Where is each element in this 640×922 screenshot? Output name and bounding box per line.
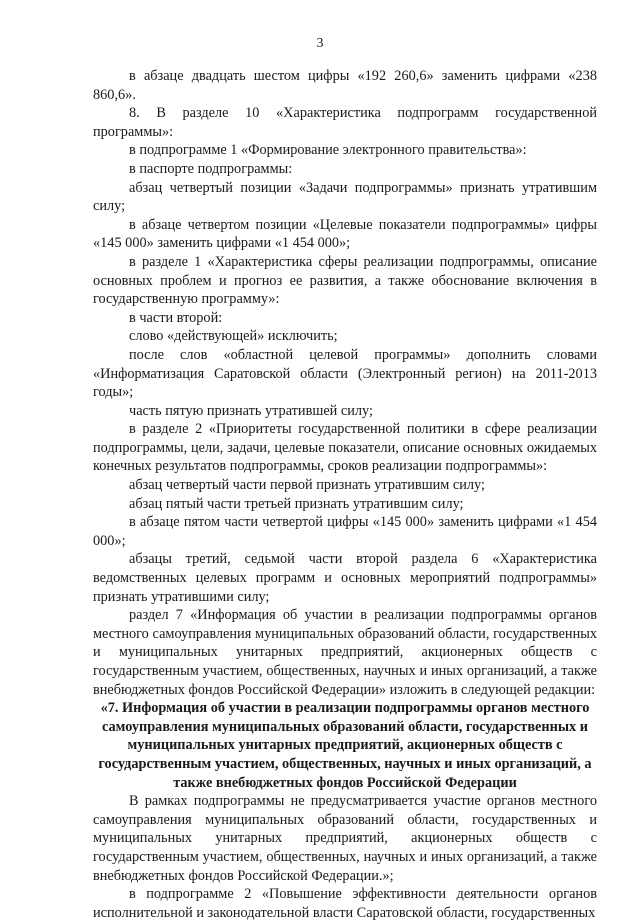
paragraph: абзацы третий, седьмой части второй раздела 6 «Характеристика ведомственных целевых программ и основных мероприятий подпрограммы» признать утратившими силу; (93, 551, 597, 605)
paragraph: часть пятую признать утратившей силу; (129, 402, 373, 419)
paragraph: 8. В разделе 10 «Характеристика подпрограмм государственной программы»: (93, 105, 597, 140)
paragraph: В рамках подпрограммы не предусматривается участие органов местного самоуправления муниципальных образований области, государственных и муниципальных унитарных предприятий, акционерных обществ с государственным участием, общественных, научных и иных организаций, а также внебюджетных фондов Российской Федерации.»; (93, 793, 597, 884)
paragraph: в абзаце двадцать шестом цифры «192 260,6» заменить цифрами «238 860,6». (93, 68, 597, 103)
paragraph: абзац пятый части третьей признать утратившим силу; (129, 495, 464, 512)
paragraph: раздел 7 «Информация об участии в реализации подпрограммы органов местного самоуправления муниципальных образований области, государственных и муниципальных унитарных предприятий, акционерных обществ с государственным участием, общественных, научных и иных организаций, а также внебюджетных фондов Российской Федерации» изложить в следующей редакции: (93, 607, 597, 698)
page-number: 3 (316, 36, 324, 51)
paragraph: после слов «областной целевой программы» дополнить словами «Информатизация Саратовской области (Электронный регион) на 2011-2013 годы»; (93, 346, 597, 401)
paragraph: в абзаце пятом части четвертой цифры «145 000» заменить цифрами «1 454 000»; (93, 514, 597, 549)
paragraph: в абзаце четвертом позиции «Целевые показатели подпрограммы» цифры «145 000» заменить цифрами «1 454 000»; (93, 216, 597, 252)
paragraph: в паспорте подпрограммы: (129, 160, 293, 177)
paragraph: в разделе 2 «Приоритеты государственной политики в сфере реализации подпрограммы, цели, задачи, целевые показатели, описание основных ожидаемых конечных результатов подпрограммы, сроков реализации подпрограммы»: (93, 421, 597, 475)
paragraph: в разделе 1 «Характеристика сферы реализации подпрограммы, описание основных проблем и прогноз ее развития, а также обоснование включения в государственную программу»: (93, 253, 597, 308)
section-heading: «7. Информация об участии в реализации подпрограммы органов местного самоуправления муниципальных образований области, государственных и муниципальных унитарных предприятий, акционерных обществ с государственным участием, общественных, научных и иных организаций, а также внебюджетных фондов Российской Федерации (98, 700, 592, 791)
paragraph: в подпрограмме 2 «Повышение эффективности деятельности органов исполнительной и законодательной власти Саратовской области, государственных (93, 886, 597, 921)
paragraph: слово «действующей» исключить; (129, 328, 338, 345)
paragraph: в части второй: (129, 309, 223, 326)
document-body (93, 67, 597, 922)
paragraph: абзац четвертый части первой признать утратившим силу; (129, 477, 485, 494)
paragraph: абзац четвертый позиции «Задачи подпрограммы» признать утратившим силу; (93, 179, 597, 215)
paragraph: в подпрограмме 1 «Формирование электронного правительства»: (129, 142, 527, 159)
